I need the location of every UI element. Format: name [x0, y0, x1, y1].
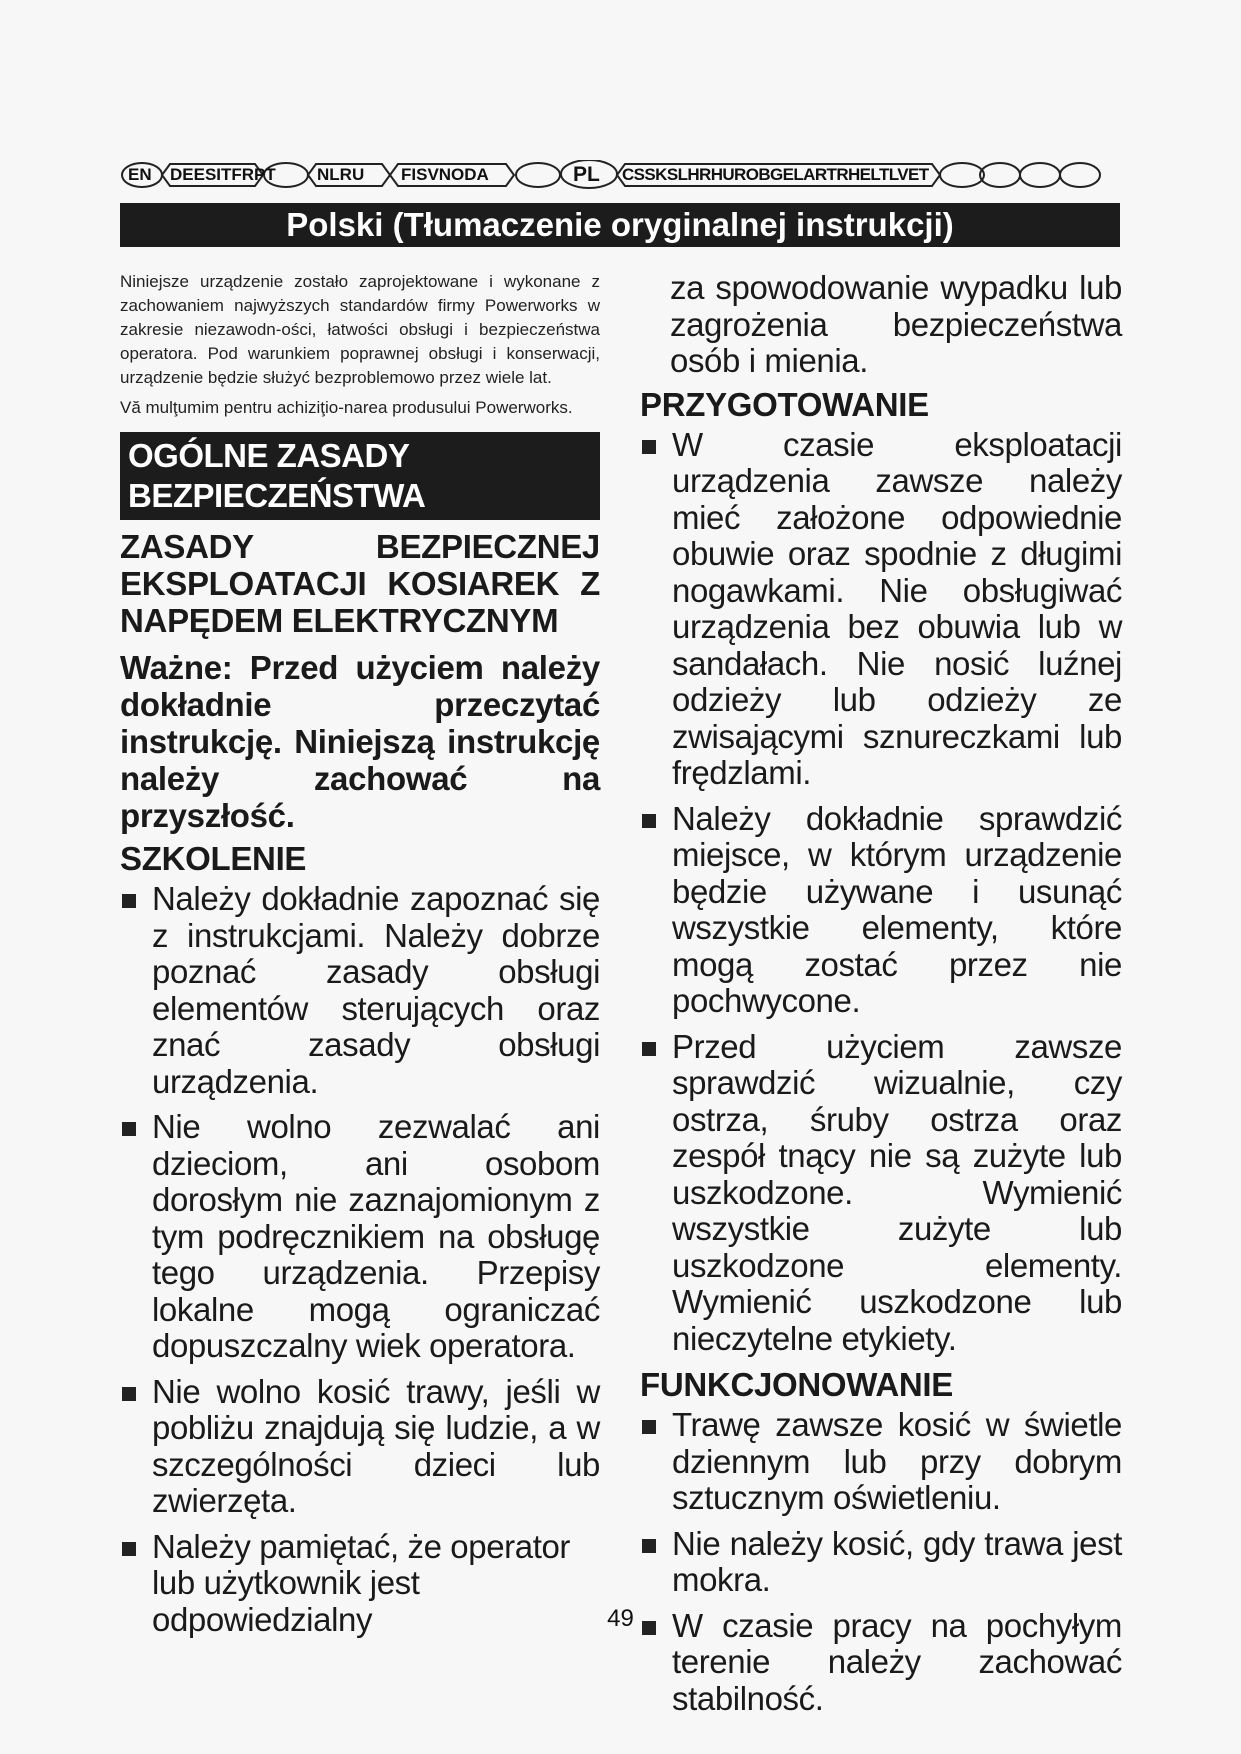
list-item: Nie wolno zezwalać ani dzieciom, ani osobom dorosłym nie zaznajomionym z tym podręcznikiem na obsługę tego urządzenia. Przepisy lokalne mogą ograniczać dopuszczalny wiek operatora. [120, 1109, 600, 1365]
page-title: Polski (Tłumaczenie oryginalnej instrukcji) [120, 203, 1120, 247]
operation-list [640, 1407, 1122, 1717]
bullet-square-icon [122, 894, 136, 908]
preparation-list [640, 427, 1122, 1358]
list-item: W czasie pracy na pochyłym terenie należy zachować stabilność. [640, 1608, 1122, 1718]
list-item: Należy pamiętać, że operator lub użytkownik jest odpowiedzialny [120, 1529, 600, 1639]
tab-outline-empty [940, 163, 984, 187]
list-item: Nie należy kosić, gdy trawa jest mokra. [640, 1526, 1122, 1599]
tab-group2[interactable]: DEESITFRPT [170, 165, 276, 184]
tab-outline-empty [980, 163, 1020, 187]
right-column [640, 270, 1122, 1726]
tab-outline-empty [1060, 163, 1100, 187]
list-item: Należy dokładnie zapoznać się z instrukcjami. Należy dobrze poznać zasady obsługi elementów sterujących oraz znać zasady obsługi urządzenia. [120, 881, 600, 1100]
list-item: Należy dokładnie sprawdzić miejsce, w którym urządzenie będzie używane i usunąć wszystkie elementy, które mogą zostać przez nie pochwycone. [640, 801, 1122, 1020]
tab-group3[interactable]: NLRU [317, 165, 365, 184]
tab-outline-empty [516, 163, 560, 187]
tab-group6[interactable]: CSSKSLHRHUROBGELARTRHELTLVET [622, 165, 929, 184]
training-list [120, 881, 600, 1638]
bullet-square-icon [642, 1042, 656, 1056]
tab-en[interactable]: EN [128, 165, 152, 184]
heading-preparation: PRZYGOTOWANIE [640, 385, 929, 423]
bullet-square-icon [122, 1542, 136, 1556]
tab-pl-active[interactable]: PL [573, 163, 600, 186]
continued-paragraph: za spowodowanie wypadku lub zagrożenia bezpieczeństwa osób i mienia. [670, 269, 1122, 379]
intro-paragraph: Niniejsze urządzenie zostało zaprojektowane i wykonane z zachowaniem najwyższych standardów firmy Powerworks w zakresie niezawodn-ości, łatwości obsługi i bezpieczeństwa operatora. Pod warunkiem poprawnej obsługi i konserwacji, urządzenie będzie służyć bezproblemowo przez wiele lat. [120, 272, 600, 387]
language-tab-strip [120, 160, 1120, 190]
page-number: 49 [607, 1605, 634, 1632]
important-warning: Ważne: Przed użyciem należy dokładnie przeczytać instrukcję. Niniejszą instrukcję należy zachować na przyszłość. [120, 649, 600, 834]
list-item: Nie wolno kosić trawy, jeśli w pobliżu znajdują się ludzie, a w szczególności dzieci lub zwierzęta. [120, 1374, 600, 1520]
left-column [120, 270, 600, 1647]
tab-outline-empty [1020, 163, 1060, 187]
bullet-square-icon [642, 1420, 656, 1434]
bullet-square-icon [642, 440, 656, 454]
heading-operation: FUNKCJONOWANIE [640, 1366, 953, 1403]
bullet-square-icon [642, 814, 656, 828]
list-item: W czasie eksploatacji urządzenia zawsze należy mieć założone odpowiednie obuwie oraz spodnie z długimi nogawkami. Nie obsługiwać urządzenia bez obuwia lub w sandałach. Nie nosić luźnej odzieży lub odzieży ze zwisającymi sznureczkami lub frędzlami. [640, 427, 1122, 792]
section-title-general-safety: OGÓLNE ZASADY BEZPIECZEŃSTWA [120, 432, 600, 520]
list-item: Przed użyciem zawsze sprawdzić wizualnie, czy ostrza, śruby ostrza oraz zespół tnący nie są zużyte lub uszkodzone. Wymienić wszystkie zużyte lub uszkodzone elementy. Wymienić uszkodzone lub nieczytelne etykiety. [640, 1029, 1122, 1358]
list-item: Trawę zawsze kosić w świetle dziennym lub przy dobrym sztucznym oświetleniu. [640, 1407, 1122, 1517]
bullet-square-icon [642, 1539, 656, 1553]
bullet-square-icon [122, 1122, 136, 1136]
intro-thanks: Vă mulţumim pentru achiziţio-narea produsului Powerworks. [120, 398, 573, 417]
bullet-square-icon [122, 1387, 136, 1401]
heading-safe-operation-rules: ZASADY BEZPIECZNEJ EKSPLOATACJI KOSIAREK Z NAPĘDEM ELEKTRYCZNYM [120, 528, 600, 639]
heading-training: SZKOLENIE [120, 840, 307, 877]
tab-group4[interactable]: FISVNODA [401, 165, 489, 184]
